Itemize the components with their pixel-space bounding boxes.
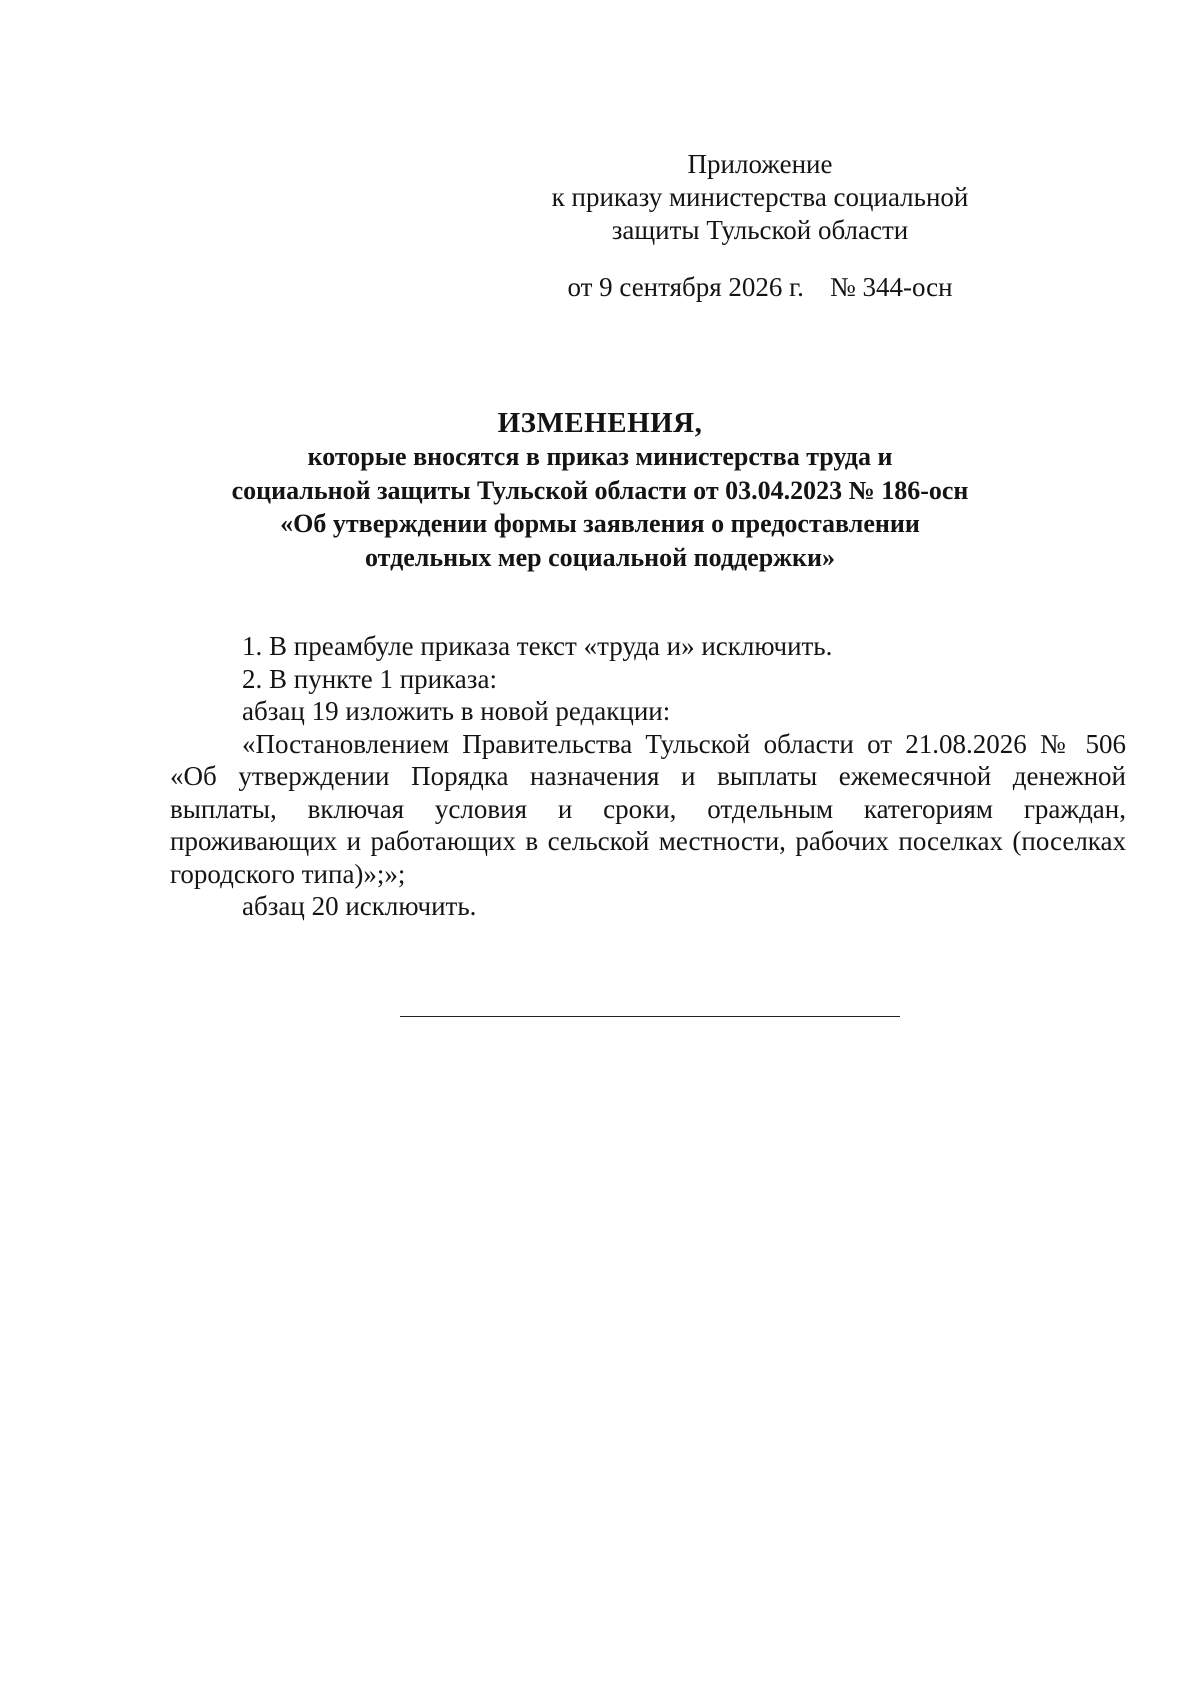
appendix-order-ref: к приказу министерства социальной (551, 182, 969, 212)
item-2: 2. В пункте 1 приказа: (242, 663, 497, 694)
title-line-1: которые вносятся в приказ министерства труда и (307, 442, 893, 471)
appendix-label: Приложение (687, 149, 833, 179)
document-body (170, 630, 1126, 923)
appendix-date: от 9 сентября 2026 г. (567, 272, 804, 302)
appendix-ministry: защиты Тульской области (611, 215, 909, 245)
item-1: 1. В преамбуле приказа текст «труда и» исключить. (242, 631, 833, 661)
title-heading: ИЗМЕНЕНИЯ, (497, 407, 703, 439)
title-line-3: «Об утверждении формы заявления о предоставлении (280, 509, 920, 538)
appendix-number: № 344-осн (829, 272, 953, 302)
item-2-paragraph-20: абзац 20 исключить. (242, 891, 477, 921)
item-2-paragraph-19: абзац 19 изложить в новой редакции: (242, 696, 671, 726)
title-line-2: социальной защиты Тульской области от 03.04.2023 № 186-осн (231, 475, 969, 505)
title-line-4: отдельных мер социальной поддержки» (365, 542, 835, 572)
closing-divider (400, 1016, 900, 1017)
appendix-date-number (500, 271, 1020, 304)
appendix-header (500, 148, 1020, 304)
new-wording-quote: «Постановлением Правительства Тульской области от 21.08.2026 № 506 «Об утверждении Порядка назначения и выплаты ежемесячной денежной выплаты, включая условия и сроки, отдельным категориям граждан, проживающих и работающих в сельской местности, рабочих поселках (поселках городского типа)»;»; (170, 728, 1126, 889)
document-title (150, 406, 1050, 574)
